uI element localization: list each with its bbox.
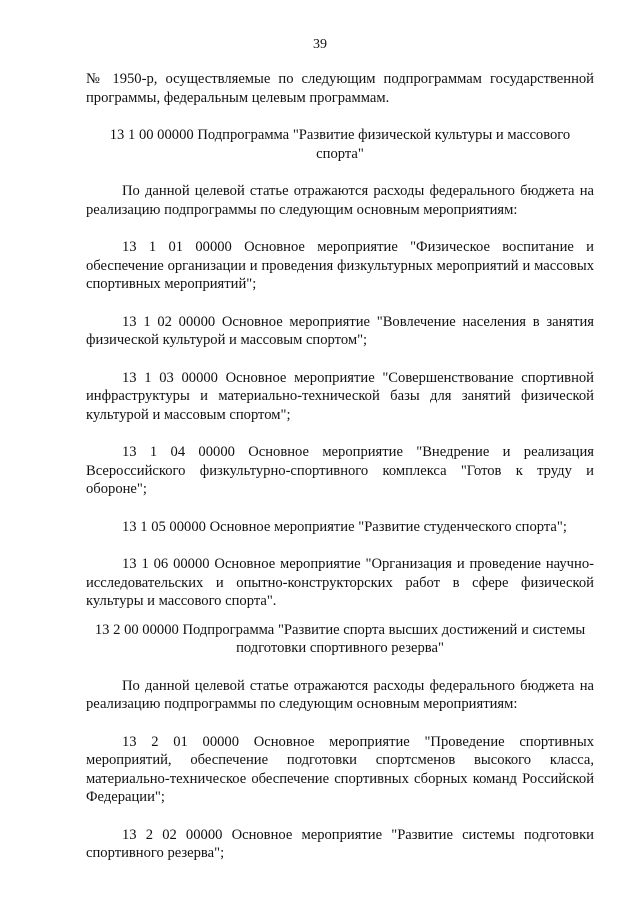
page-number: 39 [313,37,327,52]
paragraph-13-1-03: 13 1 03 00000 Основное мероприятие "Совершенствование спортивной инфраструктуры и материально-технической базы для занятий физической культурой и массовым спортом"; [86,369,594,423]
paragraph-13-1-02: 13 1 02 00000 Основное мероприятие "Вовлечение населения в занятия физической культурой и массовым спортом"; [86,313,594,348]
paragraph-continuation: № 1950-р, осуществляемые по следующим подпрограммам государственной программы, федеральным целевым программам. [86,71,594,106]
paragraph-intro-13-1: По данной целевой статье отражаются расходы федерального бюджета на реализацию подпрограммы по следующим основным мероприятиям: [86,183,594,218]
subprogram-heading-13-2: 13 2 00 00000 Подпрограмма "Развитие спорта высших достижений и системы подготовки спортивного резерва" [94,621,586,656]
subprogram-heading-13-1: 13 1 00 00000 Подпрограмма "Развитие физической культуры и массового спорта" [109,127,571,162]
paragraph-13-1-01: 13 1 01 00000 Основное мероприятие "Физическое воспитание и обеспечение организации и проведения физкультурных мероприятий и массовых спортивных мероприятий"; [86,239,594,292]
paragraph-13-2-01: 13 2 01 00000 Основное мероприятие "Проведение спортивных мероприятий, обеспечение подготовки спортсменов высокого класса, материально-техническое обеспечение спортивных сборных команд Российской Федерации"; [86,733,594,805]
paragraph-13-1-06: 13 1 06 00000 Основное мероприятие "Организация и проведение научно-исследовательских и опытно-конструкторских работ в сфере физической культуры и массового спорта". [86,556,594,609]
document-body [86,70,594,863]
paragraph-intro-13-2: По данной целевой статье отражаются расходы федерального бюджета на реализацию подпрограммы по следующим основным мероприятиям: [86,677,594,712]
paragraph-13-1-05: 13 1 05 00000 Основное мероприятие "Развитие студенческого спорта"; [122,518,567,535]
paragraph-13-2-02: 13 2 02 00000 Основное мероприятие "Развитие системы подготовки спортивного резерва"; [86,826,594,861]
paragraph-13-1-04: 13 1 04 00000 Основное мероприятие "Внедрение и реализация Всероссийского физкультурно-спортивного комплекса "Готов к труду и обороне"; [86,444,594,497]
